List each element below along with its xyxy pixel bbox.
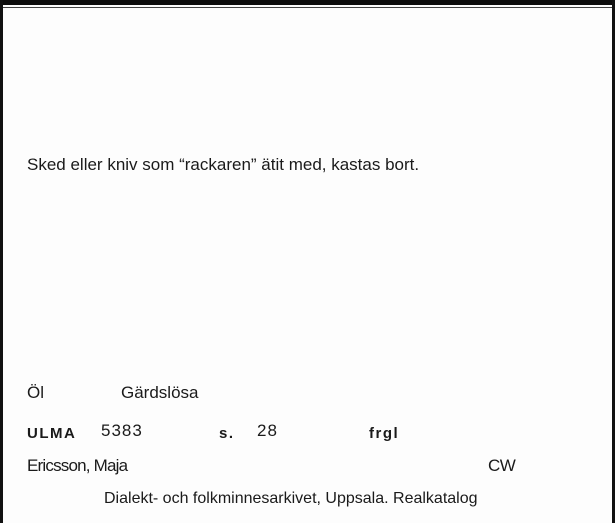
informant-name: Ericsson, Maja: [27, 456, 128, 475]
card-top-border: [0, 0, 615, 5]
card-left-border: [0, 0, 3, 523]
recorder-initials: CW: [488, 456, 516, 475]
card-footer: Dialekt- och folkminnesarkivet, Uppsala. Realkatalog: [104, 490, 478, 507]
card-description: Sked eller kniv som “rackaren” ätit med, kastas bort.: [27, 155, 420, 174]
record-type: frgl: [369, 425, 400, 442]
province-label: Öl: [27, 383, 44, 402]
parish-label: Gärdslösa: [121, 383, 199, 402]
accession-number: 5383: [101, 421, 143, 440]
page-number: 28: [257, 421, 278, 440]
card-top-rule: [0, 7, 615, 8]
archive-code: ULMA: [27, 425, 77, 442]
page-label: s.: [219, 425, 235, 442]
